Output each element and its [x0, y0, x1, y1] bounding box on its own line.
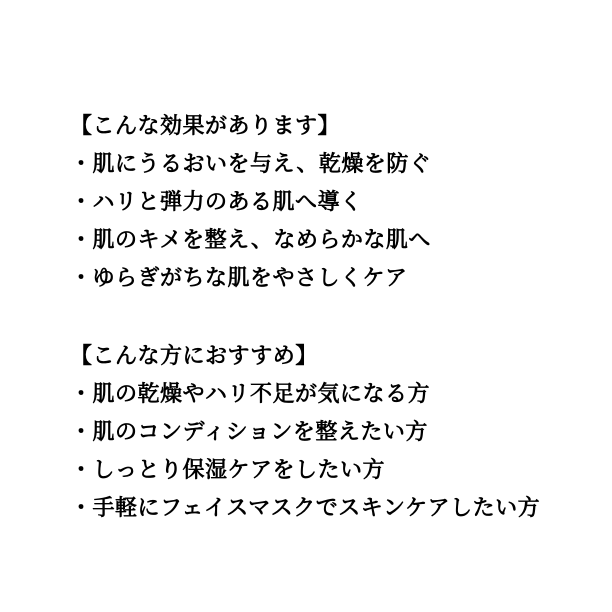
recommended-for-section	[70, 337, 572, 527]
list-item	[70, 451, 572, 489]
bullet-point: ・	[70, 495, 93, 520]
bullet-point: ・	[70, 265, 93, 290]
list-item	[70, 183, 572, 221]
bullet-point: ・	[70, 189, 93, 214]
list-item	[70, 221, 572, 259]
list-item	[70, 259, 572, 297]
bullet-point: ・	[70, 419, 93, 444]
list-item-text: 手軽にフェイスマスクでスキンケアしたい方	[92, 495, 541, 520]
list-item-text: しっとり保湿ケアをしたい方	[92, 457, 386, 482]
list-item	[70, 375, 572, 413]
bullet-point: ・	[70, 227, 93, 252]
list-item	[70, 413, 572, 451]
recommended-for-section-heading: 【こんな方におすすめ】	[70, 343, 318, 368]
bullet-point: ・	[70, 151, 93, 176]
list-item-text: 肌のキメを整え、なめらかな肌へ	[92, 227, 431, 252]
list-item-text: 肌にうるおいを与え、乾燥を防ぐ	[92, 151, 432, 176]
list-item-text: 肌のコンディションを整えたい方	[92, 419, 428, 444]
list-item-text: ハリと弾力のある肌へ導く	[92, 189, 363, 214]
effects-section-heading: 【こんな効果があります】	[70, 113, 341, 138]
list-item	[70, 489, 572, 527]
effects-section	[70, 107, 572, 297]
list-item-text: 肌の乾燥やハリ不足が気になる方	[92, 381, 431, 406]
bullet-point: ・	[70, 381, 93, 406]
bullet-point: ・	[70, 457, 93, 482]
list-item-text: ゆらぎがちな肌をやさしくケア	[92, 265, 408, 290]
list-item	[70, 145, 572, 183]
